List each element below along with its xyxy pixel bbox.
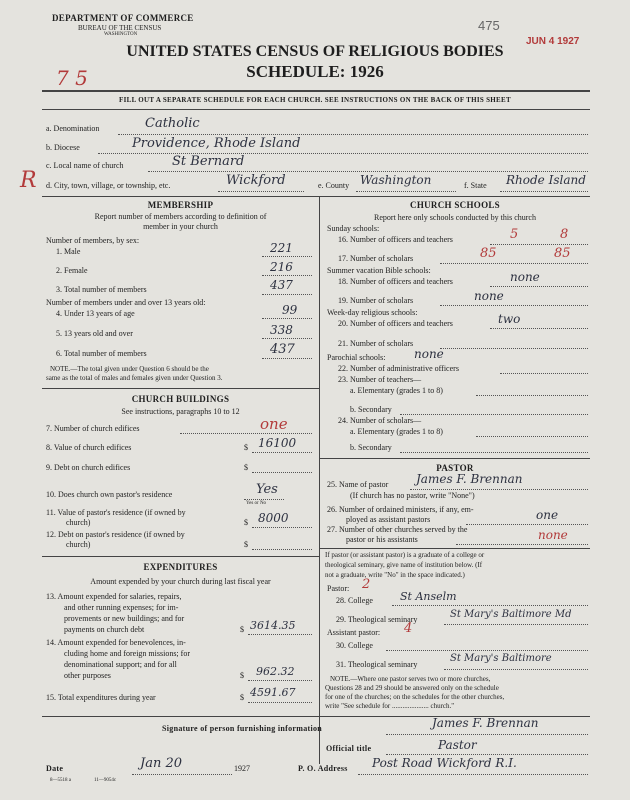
denomination-label: a. Denomination xyxy=(46,124,100,133)
summer-schools-label: Summer vacation Bible schools: xyxy=(327,266,431,275)
serial-number: 475 xyxy=(478,18,500,33)
bureau-label: BUREAU OF THE CENSUS xyxy=(78,24,162,32)
q5-value[interactable]: 338 xyxy=(270,323,293,337)
q13-dollar: $ xyxy=(240,625,244,634)
q21-label: 21. Number of scholars xyxy=(338,339,414,348)
schedule-title: SCHEDULE: 1926 xyxy=(246,62,384,81)
q16-value[interactable]: 5 xyxy=(510,227,519,242)
q13-label-4: payments on church debt xyxy=(64,625,145,634)
q30-label: 30. College xyxy=(336,641,373,650)
q13-label-1: 13. Amount expended for salaries, repairs, xyxy=(46,592,182,601)
r-correction-mark: R xyxy=(20,168,37,193)
diocese-label: b. Diocese xyxy=(46,143,80,152)
buildings-heading: CHURCH BUILDINGS xyxy=(131,394,230,404)
q27-value[interactable]: none xyxy=(538,528,568,542)
q15-dollar: $ xyxy=(240,693,244,702)
pastor-sublabel: Pastor: xyxy=(327,584,350,593)
date-value[interactable]: Jan 20 xyxy=(140,756,183,771)
graduate-note-3: not a graduate, write "No" in the space indicated.) xyxy=(325,571,465,579)
po-address-label: P. O. Address xyxy=(298,764,348,773)
q10-label: 10. Does church own pastor's residence xyxy=(46,490,173,499)
q27-label-1: 27. Number of other churches served by the xyxy=(327,525,468,534)
assistant-pastor-sublabel: Assistant pastor: xyxy=(327,628,381,637)
q3-value[interactable]: 437 xyxy=(270,278,293,292)
expenditures-subtitle: Amount expended by your church during last fiscal year xyxy=(90,577,271,586)
q18-label: 18. Number of officers and teachers xyxy=(338,277,453,286)
q19-label: 19. Number of scholars xyxy=(338,296,414,305)
q24-label: 24. Number of scholars— xyxy=(338,416,422,425)
q26-label-2: ployed as assistant pastors xyxy=(346,515,431,524)
q6-label: 6. Total number of members xyxy=(56,349,147,358)
q8-value[interactable]: 16100 xyxy=(258,436,297,450)
q16-label: 16. Number of officers and teachers xyxy=(338,235,453,244)
yes-or-no-hint: Yes or No xyxy=(246,501,267,506)
q20-value[interactable]: two xyxy=(498,312,521,326)
q2-label: 2. Female xyxy=(56,266,88,275)
q4-label: 4. Under 13 years of age xyxy=(56,309,135,318)
q20-label: 20. Number of officers and teachers xyxy=(338,319,453,328)
q7-label: 7. Number of church edifices xyxy=(46,424,140,433)
county-value[interactable]: Washington xyxy=(360,173,432,187)
q25-note: (If church has no pastor, write "None") xyxy=(350,491,475,500)
q14-label-3: denominational support; and for all xyxy=(64,660,177,669)
q24b-label: b. Secondary xyxy=(350,443,392,452)
membership-note-2: same as the total of males and females given under Question 3. xyxy=(46,374,223,382)
date-year: 1927 xyxy=(234,764,250,773)
local-name-value[interactable]: St Bernard xyxy=(172,154,245,169)
city-town-value[interactable]: Wickford xyxy=(226,173,286,188)
q24a-label: a. Elementary (grades 1 to 8) xyxy=(350,427,443,436)
q28-value[interactable]: St Anselm xyxy=(400,590,457,603)
assistant-pastor-mark: 4 xyxy=(404,621,413,636)
q23-label: 23. Number of teachers— xyxy=(338,375,422,384)
q14-label-4: other purposes xyxy=(64,671,111,680)
q12-label-2: church) xyxy=(66,540,91,549)
q11-value[interactable]: 8000 xyxy=(258,511,289,525)
form-code-2: 11—9054c xyxy=(94,778,117,783)
schools-subtitle: Report here only schools conducted by this church xyxy=(374,213,536,222)
q31-value[interactable]: St Mary's Baltimore xyxy=(450,653,552,664)
q27-label-2: pastor or his assistants xyxy=(346,535,418,544)
q6-value[interactable]: 437 xyxy=(270,342,295,357)
graduate-note-2: theological seminary, give name of institution below. (If xyxy=(325,561,483,569)
pastor-note-3: for one of the churches; on the schedules for the other churches, xyxy=(325,693,505,701)
q18-value[interactable]: none xyxy=(510,270,540,284)
local-name-label: c. Local name of church xyxy=(46,161,124,170)
schools-heading: CHURCH SCHOOLS xyxy=(410,200,500,210)
q17-value[interactable]: 85 xyxy=(480,246,497,261)
instruction-banner: FILL OUT A SEPARATE SCHEDULE FOR EACH CHURCH. SEE INSTRUCTIONS ON THE BACK OF THIS SHEET xyxy=(119,96,511,104)
q11-label-1: 11. Value of pastor's residence (if owned by xyxy=(46,508,186,517)
department-label: DEPARTMENT OF COMMERCE xyxy=(52,13,194,23)
q1-value[interactable]: 221 xyxy=(270,241,293,255)
membership-subtitle-1: Report number of members according to definition of xyxy=(94,212,267,221)
q16-corrected-value[interactable]: 8 xyxy=(560,227,569,242)
q17-corrected-value[interactable]: 85 xyxy=(554,246,571,261)
pastor-note-1: NOTE.—Where one pastor serves two or more churches, xyxy=(330,675,491,683)
q12-label-1: 12. Debt on pastor's residence (if owned by xyxy=(46,530,185,539)
q14-value[interactable]: 962.32 xyxy=(256,665,295,678)
margin-number-mark: 7 5 xyxy=(56,66,88,90)
q25-label: 25. Name of pastor xyxy=(327,480,389,489)
pastor-note-4: write "See schedule for ..................... church." xyxy=(325,702,455,710)
sunday-schools-label: Sunday schools: xyxy=(327,224,380,233)
state-label: f. State xyxy=(464,181,487,190)
q7-value[interactable]: one xyxy=(260,415,288,433)
q12-dollar: $ xyxy=(244,540,248,549)
date-received-stamp: JUN 4 1927 xyxy=(526,36,580,47)
q17-label: 17. Number of scholars xyxy=(338,254,414,263)
q13-label-2: and other running expenses; for im- xyxy=(64,603,179,612)
q2-value[interactable]: 216 xyxy=(270,260,293,274)
q15-value[interactable]: 4591.67 xyxy=(250,686,296,699)
membership-heading: MEMBERSHIP xyxy=(147,200,214,210)
city-label: WASHINGTON xyxy=(104,32,138,37)
membership-subtitle-2: member in your church xyxy=(143,222,218,231)
q4-value[interactable]: 99 xyxy=(282,303,298,317)
state-value[interactable]: Rhode Island xyxy=(506,173,586,187)
q14-label-1: 14. Amount expended for benevolences, in- xyxy=(46,638,186,647)
q5-label: 5. 13 years old and over xyxy=(56,329,133,338)
q13-value[interactable]: 3614.35 xyxy=(250,619,296,632)
q26-value[interactable]: one xyxy=(536,508,559,522)
date-label: Date xyxy=(46,764,64,773)
q11-dollar: $ xyxy=(244,518,248,527)
q11-label-2: church) xyxy=(66,518,91,527)
graduate-note-1: If pastor (or assistant pastor) is a graduate of a college or xyxy=(325,551,485,559)
parochial-schools-label: Parochial schools: xyxy=(327,353,386,362)
q8-label: 8. Value of church edifices xyxy=(46,443,132,452)
q23a-label: a. Elementary (grades 1 to 8) xyxy=(350,386,443,395)
signature-label: Signature of person furnishing information xyxy=(162,724,323,733)
q19-value[interactable]: none xyxy=(474,289,504,303)
q14-label-2: cluding home and foreign missions; for xyxy=(64,649,190,658)
by-sex-label: Number of members, by sex: xyxy=(46,236,140,245)
q29-label: 29. Theological seminary xyxy=(336,615,418,624)
q15-label: 15. Total expenditures during year xyxy=(46,693,156,702)
q1-label: 1. Male xyxy=(56,247,81,256)
denomination-value[interactable]: Catholic xyxy=(145,116,200,131)
q31-label: 31. Theological seminary xyxy=(336,660,418,669)
expenditures-heading: EXPENDITURES xyxy=(143,562,218,572)
q14-dollar: $ xyxy=(240,671,244,680)
pastor-mark: 2 xyxy=(362,577,371,592)
county-label: e. County xyxy=(318,181,350,190)
city-town-label: d. City, town, village, or township, etc. xyxy=(46,181,171,190)
q9-dollar: $ xyxy=(244,463,248,472)
q13-label-3: provements or new buildings; and for xyxy=(64,614,185,623)
weekday-schools-label: Week-day religious schools: xyxy=(327,308,418,317)
q23b-label: b. Secondary xyxy=(350,405,392,414)
signature-value[interactable]: James F. Brennan xyxy=(432,716,539,730)
membership-note-1: NOTE.—The total given under Question 6 should be the xyxy=(50,365,209,373)
pastor-note-2: Questions 28 and 29 should be answered only on the schedule xyxy=(325,684,499,692)
age-label: Number of members under and over 13 years old: xyxy=(46,298,206,307)
q29-value[interactable]: St Mary's Baltimore Md xyxy=(450,609,572,620)
po-address-value[interactable]: Post Road Wickford R.I. xyxy=(372,756,517,770)
diocese-value[interactable]: Providence, Rhode Island xyxy=(132,136,301,151)
q10-value[interactable]: Yes xyxy=(256,482,278,497)
buildings-subtitle: See instructions, paragraphs 10 to 12 xyxy=(121,407,240,416)
q26-label-1: 26. Number of ordained ministers, if any, em- xyxy=(327,505,474,514)
official-title-value[interactable]: Pastor xyxy=(438,738,477,752)
q28-label: 28. College xyxy=(336,596,373,605)
form-code-1: 8—5518 a xyxy=(50,778,71,783)
q8-dollar: $ xyxy=(244,443,248,452)
q9-label: 9. Debt on church edifices xyxy=(46,463,131,472)
form-title: UNITED STATES CENSUS OF RELIGIOUS BODIES xyxy=(126,43,504,60)
q22-label: 22. Number of administrative officers xyxy=(338,364,459,373)
q25-value[interactable]: James F. Brennan xyxy=(416,472,523,486)
pastor-heading: PASTOR xyxy=(436,463,474,473)
official-title-label: Official title xyxy=(326,744,372,753)
q3-label: 3. Total number of members xyxy=(56,285,147,294)
parochial-value[interactable]: none xyxy=(414,347,444,361)
